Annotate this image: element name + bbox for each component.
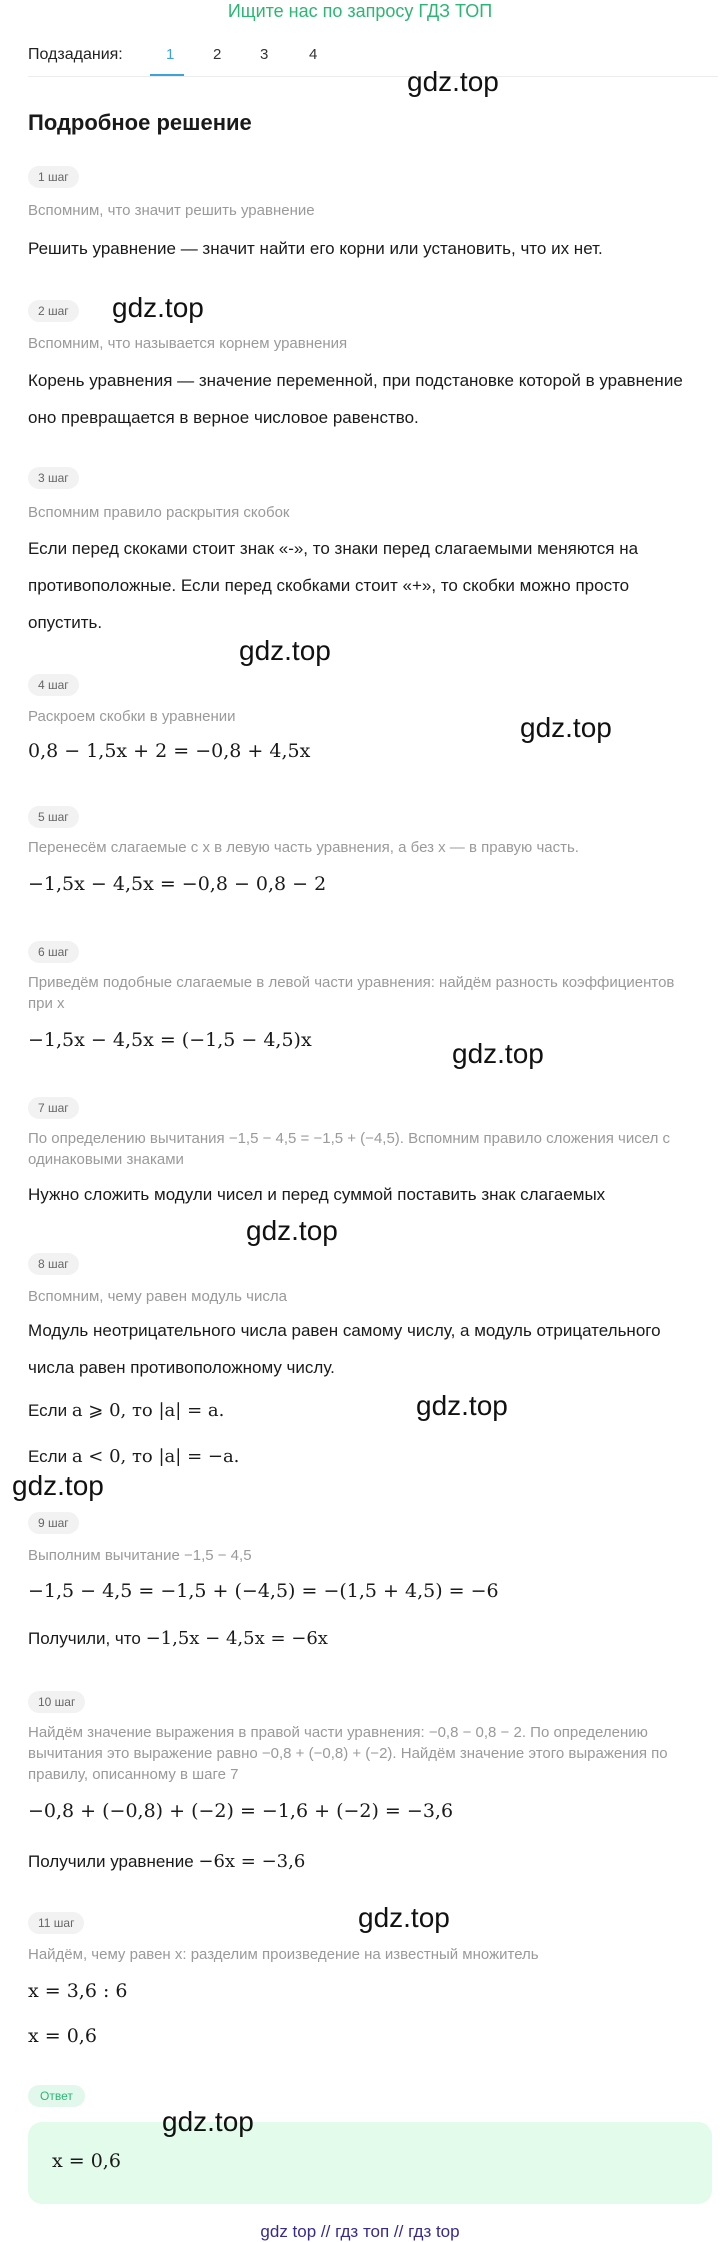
- step-7-label: 7 шаг: [28, 1097, 79, 1119]
- step-10-formula: −0,8 + (−0,8) + (−2) = −1,6 + (−2) = −3,6: [28, 1800, 454, 1822]
- watermark: gdz.top: [520, 712, 612, 743]
- answer-label: Ответ: [28, 2085, 85, 2107]
- step-6-label: 6 шаг: [28, 941, 79, 963]
- step-4-formula: 0,8 − 1,5x + 2 = −0,8 + 4,5x: [28, 740, 311, 762]
- watermark: gdz.top: [12, 1470, 104, 1501]
- watermark: gdz.top: [358, 1902, 450, 1933]
- step-3-hint: Вспомним правило раскрытия скобок: [28, 504, 290, 521]
- step-8-rule-nonnegative: [28, 1400, 224, 1421]
- search-banner: Ищите нас по запросу ГДЗ ТОП: [227, 1, 493, 21]
- answer-formula: x = 0,6: [52, 2150, 121, 2172]
- watermark: gdz.top: [162, 2106, 254, 2137]
- step-8-rule1-formula: a ⩾ 0, то |a| = a.: [71, 1400, 225, 1421]
- watermark: gdz.top: [452, 1038, 544, 1069]
- step-9-hint: Выполним вычитание −1,5 − 4,5: [28, 1547, 252, 1564]
- step-2-hint: Вспомним, что называется корнем уравнения: [28, 335, 348, 352]
- step-3-text: Если перед скоками стоит знак «-», то знаки перед слагаемыми меняются на противоположные. Если перед скобками стоит «+», то скобки можно просто опустить.: [28, 539, 639, 632]
- page-title: Подробное решение: [28, 110, 252, 135]
- step-3-label: 3 шаг: [28, 467, 79, 489]
- step-8-label: 8 шаг: [28, 1253, 79, 1275]
- step-5-label: 5 шаг: [28, 806, 79, 828]
- step-4-label: 4 шаг: [28, 674, 79, 696]
- step-1-text: Решить уравнение — значит найти его корни или установить, что их нет.: [28, 239, 603, 258]
- subtasks-bar: [28, 40, 718, 77]
- step-11-formula: x = 3,6 : 6: [28, 1980, 128, 2002]
- step-8-rule1-prefix: Если: [28, 1401, 68, 1420]
- watermark: gdz.top: [246, 1215, 338, 1246]
- watermark: gdz.top: [407, 66, 499, 97]
- step-8-rule2-formula: a < 0, то |a| = −a.: [71, 1446, 240, 1467]
- footer-links[interactable]: gdz top // гдз топ // гдз top: [260, 2222, 460, 2241]
- step-8-rule2-prefix: Если: [28, 1447, 68, 1466]
- step-6-formula: −1,5x − 4,5x = (−1,5 − 4,5)x: [28, 1029, 312, 1051]
- step-9-label: 9 шаг: [28, 1512, 79, 1534]
- step-2-label: 2 шаг: [28, 300, 79, 322]
- step-11-formula-2: x = 0,6: [28, 2025, 97, 2047]
- step-7-hint: По определению вычитания −1,5 − 4,5 = −1,5 + (−4,5). Вспомним правило сложения чисел с одинаковыми знаками: [28, 1130, 671, 1168]
- step-11-hint: Найдём, чему равен x: разделим произведение на известный множитель: [28, 1946, 539, 1963]
- step-10-result-prefix: Получили уравнение: [28, 1852, 194, 1871]
- step-8-hint: Вспомним, чему равен модуль числа: [28, 1288, 287, 1305]
- step-9-result-prefix: Получили, что: [28, 1629, 141, 1648]
- step-1-hint: Вспомним, что значит решить уравнение: [28, 202, 315, 219]
- step-1-label: 1 шаг: [28, 166, 79, 188]
- step-9-result-formula: −1,5x − 4,5x = −6x: [145, 1628, 328, 1649]
- step-9-formula: −1,5 − 4,5 = −1,5 + (−4,5) = −(1,5 + 4,5) = −6: [28, 1580, 499, 1602]
- watermark: gdz.top: [239, 635, 331, 666]
- step-10-label: 10 шаг: [28, 1691, 85, 1713]
- step-8-rule-negative: [28, 1446, 239, 1467]
- subtask-tab-2[interactable]: 2: [213, 46, 222, 63]
- step-9-result: [28, 1628, 328, 1649]
- active-tab-indicator: [150, 74, 184, 76]
- step-10-result: [28, 1851, 305, 1872]
- subtask-tab-3[interactable]: 3: [260, 46, 269, 63]
- step-6-hint: Приведём подобные слагаемые в левой части уравнения: найдём разность коэффициентов при x: [28, 974, 675, 1012]
- watermark: gdz.top: [112, 292, 204, 323]
- step-5-formula: −1,5x − 4,5x = −0,8 − 0,8 − 2: [28, 873, 327, 895]
- step-11-label: 11 шаг: [28, 1912, 84, 1934]
- answer-box: [28, 2122, 712, 2204]
- step-4-hint: Раскроем скобки в уравнении: [28, 708, 236, 725]
- subtask-tab-4[interactable]: 4: [309, 46, 318, 63]
- step-10-hint: Найдём значение выражения в правой части уравнения: −0,8 − 0,8 − 2. По определению вычитания это выражение равно −0,8 + (−0,8) + (−2). Найдём значение этого выражения по правилу, описанному в шаге 7: [28, 1724, 668, 1783]
- step-7-text: Нужно сложить модули чисел и перед суммой поставить знак слагаемых: [28, 1185, 606, 1204]
- step-2-text: Корень уравнения — значение переменной, при подстановке которой в уравнение оно превращается в верное числовое равенство.: [28, 371, 683, 427]
- step-10-result-formula: −6x = −3,6: [198, 1851, 306, 1872]
- step-5-hint: Перенесём слагаемые с x в левую часть уравнения, а без x — в правую часть.: [28, 839, 579, 856]
- watermark: gdz.top: [416, 1390, 508, 1421]
- step-8-text: Модуль неотрицательного числа равен самому числу, а модуль отрицательного числа равен противоположному числу.: [28, 1321, 661, 1377]
- subtask-tab-1[interactable]: 1: [166, 46, 175, 63]
- subtasks-label: Подзадания:: [28, 46, 123, 63]
